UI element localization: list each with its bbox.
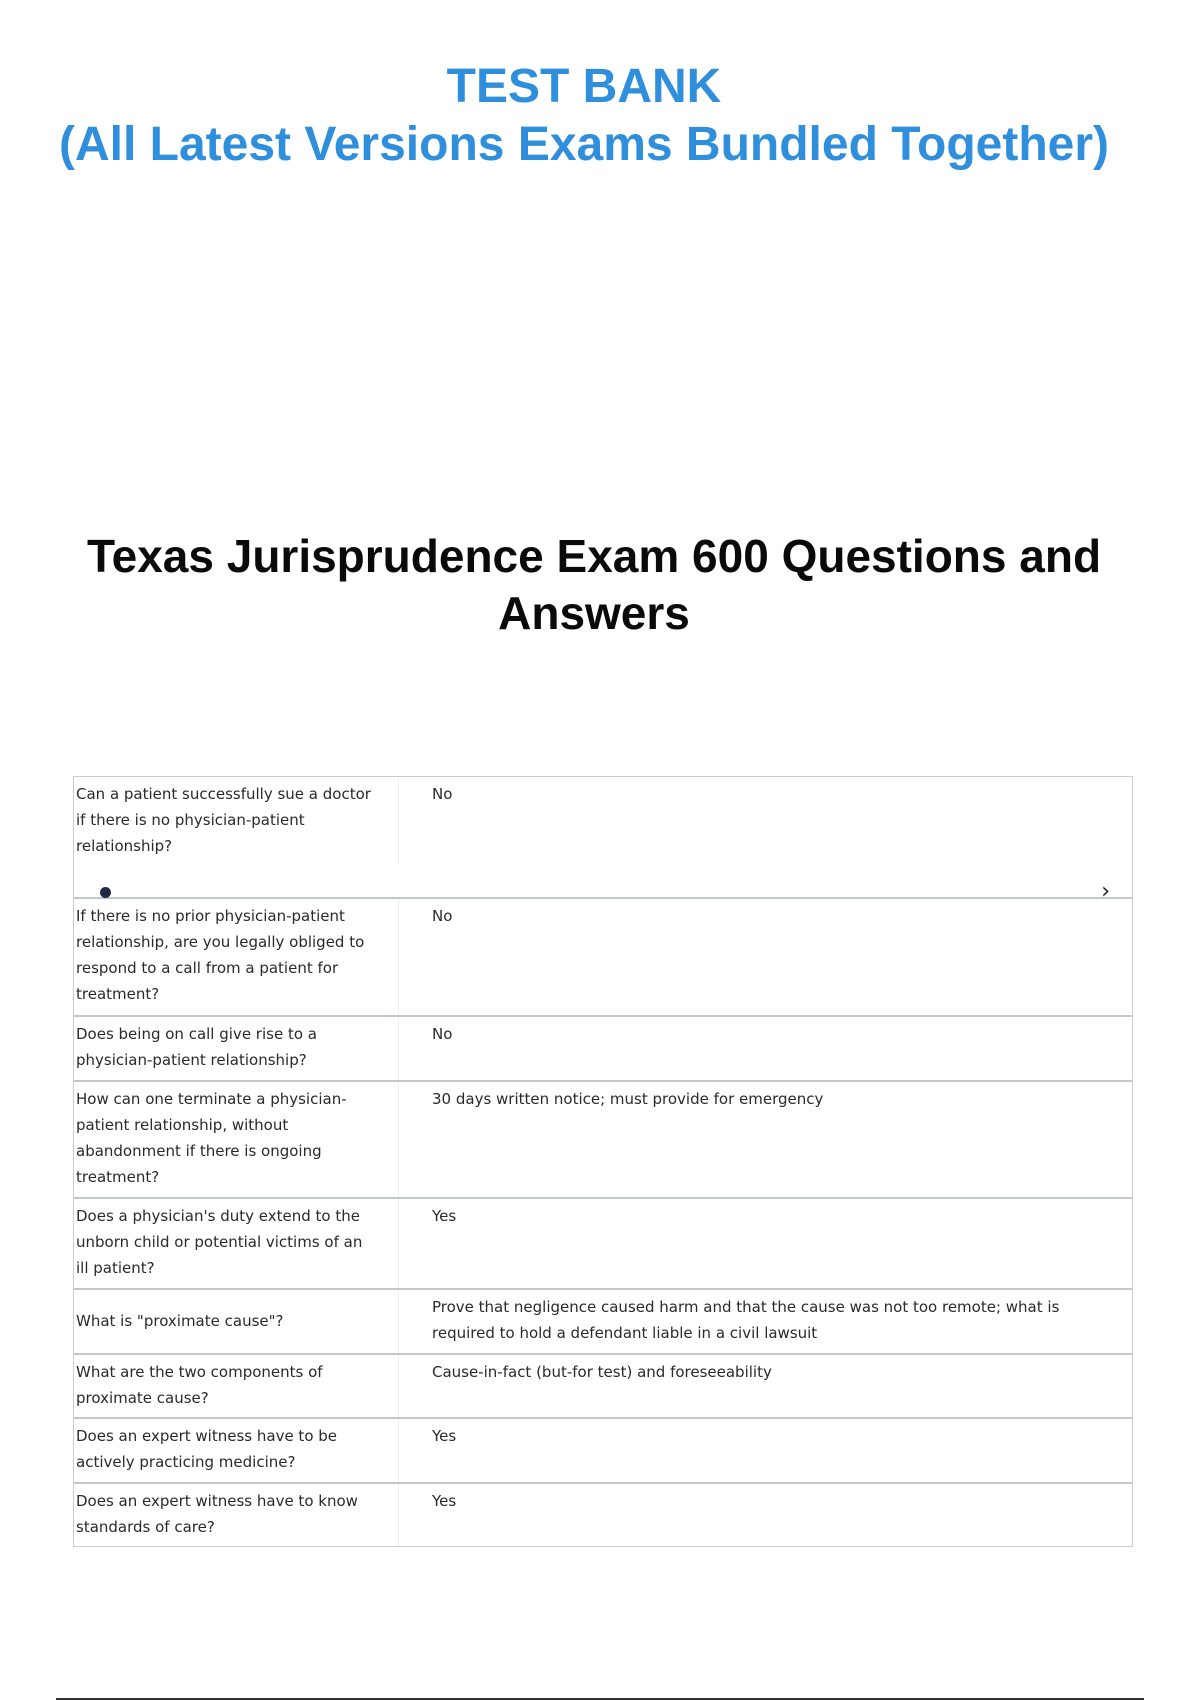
question-cell: How can one terminate a physician-patient relationship, without abandonment if there is ongoing treatment? xyxy=(74,1082,399,1197)
question-cell: Does being on call give rise to a physician-patient relationship? xyxy=(74,1017,399,1080)
question-cell: Can a patient successfully sue a doctor if there is no physician-patient relationship? xyxy=(74,777,399,865)
qa-table xyxy=(73,776,1133,1547)
qa-card xyxy=(74,777,1132,904)
chevron-right-icon[interactable]: › xyxy=(1101,879,1110,904)
banner-line-1: TEST BANK xyxy=(446,60,722,113)
qa-row xyxy=(74,777,1132,865)
qa-row xyxy=(74,1355,1132,1419)
pager-dot-icon[interactable] xyxy=(100,887,111,898)
question-cell: Does an expert witness have to be actively practicing medicine? xyxy=(74,1419,399,1482)
answer-cell: Cause-in-fact (but-for test) and foreseeability xyxy=(432,1363,772,1381)
answer-cell: Yes xyxy=(432,1207,457,1225)
answer-cell: 30 days written notice; must provide for emergency xyxy=(432,1090,824,1108)
qa-row xyxy=(74,1199,1132,1290)
answer-cell: No xyxy=(432,907,453,925)
qa-row xyxy=(74,1290,1132,1355)
answer-cell: Yes xyxy=(432,1492,457,1510)
question-cell: If there is no prior physician-patient relationship, are you legally obliged to respond to a call from a patient for treatment? xyxy=(74,899,399,1015)
document-title: Texas Jurisprudence Exam 600 Questions and Answers xyxy=(86,530,1102,639)
banner-line-2: (All Latest Versions Exams Bundled Together) xyxy=(59,118,1109,171)
answer-cell: Yes xyxy=(432,1427,457,1445)
qa-row xyxy=(74,1419,1132,1484)
question-cell: Does a physician's duty extend to the unborn child or potential victims of an ill patient? xyxy=(74,1199,399,1288)
answer-cell: No xyxy=(432,1025,453,1043)
test-bank-banner xyxy=(0,58,1168,174)
question-cell: What is "proximate cause"? xyxy=(74,1290,399,1353)
question-cell: Does an expert witness have to know standards of care? xyxy=(74,1484,399,1546)
question-cell: What are the two components of proximate cause? xyxy=(74,1355,399,1417)
qa-row xyxy=(74,1484,1132,1547)
qa-row xyxy=(74,899,1132,1017)
answer-cell: Prove that negligence caused harm and that the cause was not too remote; what is required to hold a defendant liable in a civil lawsuit xyxy=(432,1298,1060,1342)
qa-row xyxy=(74,1082,1132,1199)
answer-cell: No xyxy=(432,785,453,803)
qa-row xyxy=(74,1017,1132,1082)
